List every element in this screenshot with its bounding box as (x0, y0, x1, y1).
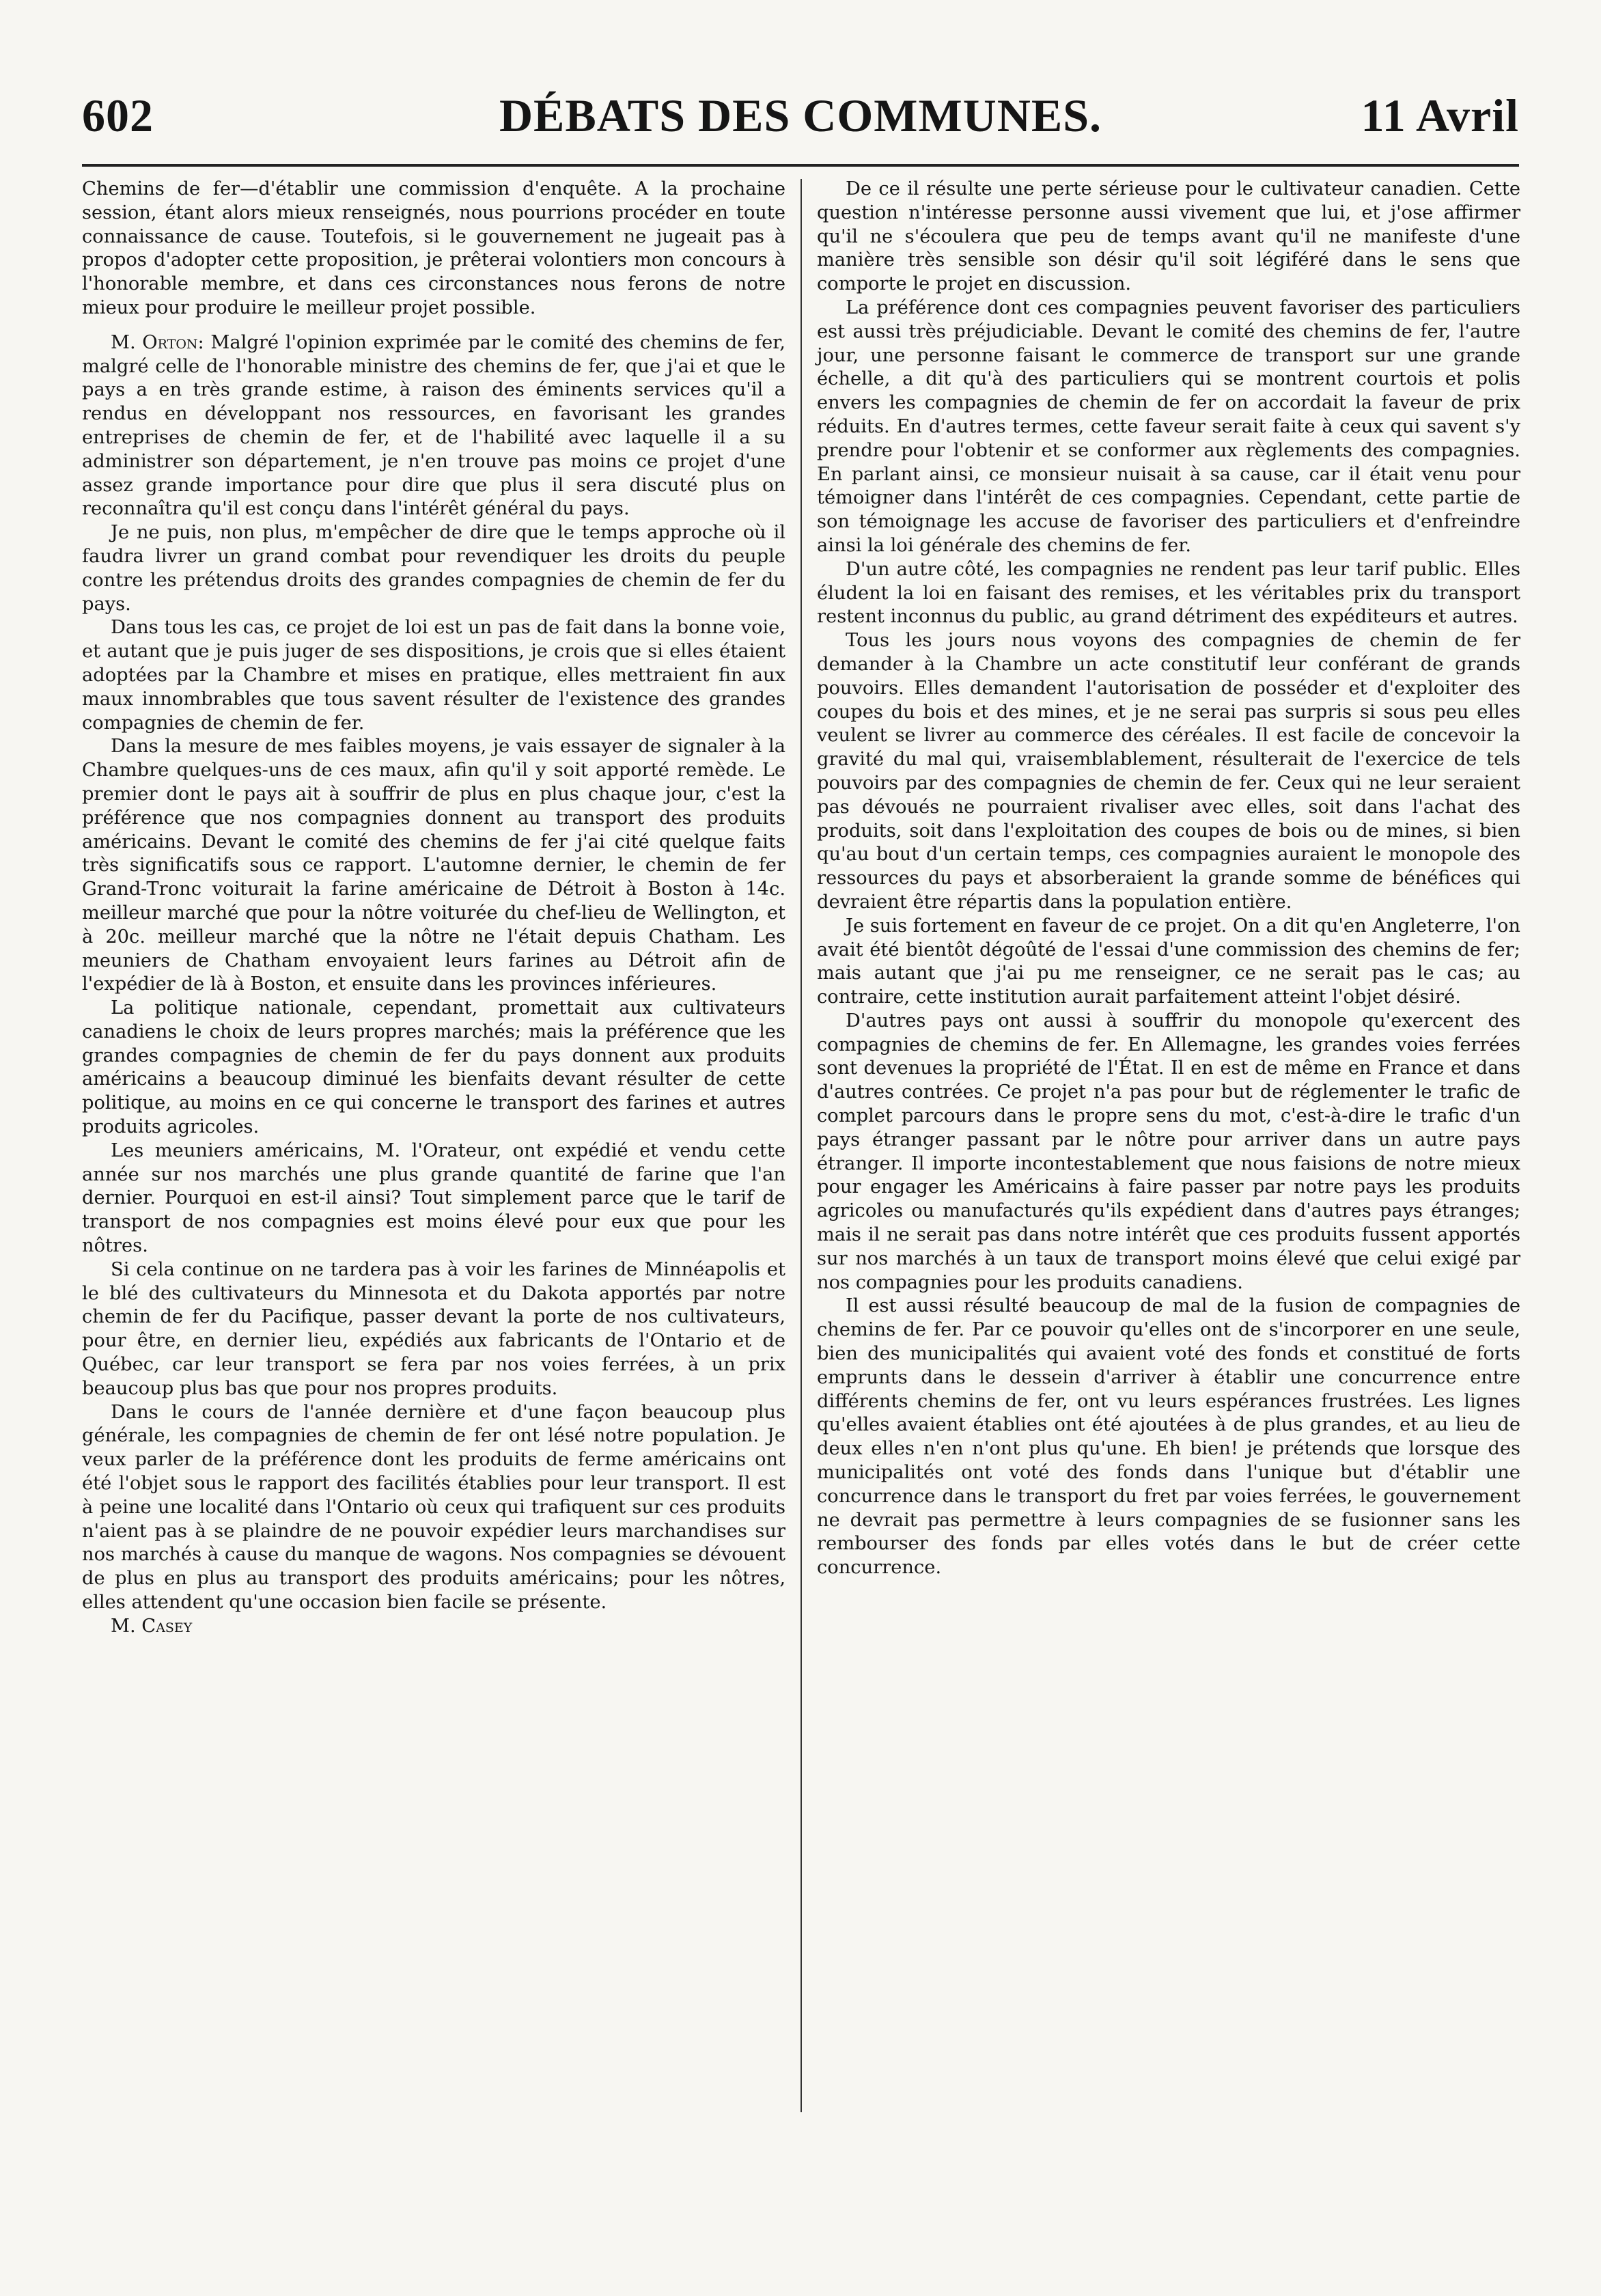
paragraph: Je ne puis, non plus, m'empêcher de dire que le temps approche où il faudra livrer un grand combat pour revendiquer les droits du peuple contre les prétendus droits des grandes compagnies de chemin de fer du pays. (82, 522, 785, 615)
page-number: 602 (82, 89, 154, 141)
column-divider (800, 179, 802, 2112)
running-title: DÉBATS DES COMMUNES. (499, 89, 1102, 141)
paragraph: Si cela continue on ne tardera pas à voir les farines de Minnéapolis et le blé des cultivateurs du Minnesota et du Dakota apportés par notre chemin de fer du Pacifique, passer devant la porte de nos cultivateurs, pour être, en dernier lieu, expédiés aux fabricants de l'Ontario et de Québec, car leur transport se fera par nos voies ferrées, à un prix beaucoup plus bas que pour nos propres produits. (82, 1258, 785, 1399)
paragraph: D'autres pays ont aussi à souffrir du monopole qu'exercent des compagnies de chemins de fer. En Allemagne, les grandes voies ferrées sont devenues la propriété de l'État. Il en est de même en France et dans d'autres contrées. Ce projet n'a pas pour but de réglementer le trafic de complet parcours dans le propre sens du mot, c'est-à-dire le trafic d'un pays étranger passant par le nôtre pour arriver dans un autre pays étranger. Il importe incontestablement que nous faisions de notre mieux pour engager les Américains à faire passer par notre pays les produits agricoles ou manufacturés qu'ils expédient dans d'autres pays étranges; mais il ne serait pas dans notre intérêt que ces produits fussent apportés sur nos marchés à un taux de transport moins élevé que celui exigé par nos compagnies pour les produits canadiens. (817, 1010, 1520, 1293)
speech-text: Malgré l'opinion exprimée par le comité des chemins de fer, malgré celle de l'honorable ministre des chemins de fer, que j'ai et que le pays a en très grande estime, à raison des éminents services qu'il a rendus en développant nos ressources, en favorisant les grandes entreprises de chemin de fer, et de l'habilité avec laquelle il a su administrer son département, je n'en trouve pas moins ce projet d'une assez grande importance pour dire que plus il sera discuté plus on reconnaîtra qu'il est conçu dans l'intérêt général du pays. (82, 331, 785, 520)
header-rule (82, 164, 1519, 167)
speaker-signature: M. Casey (111, 1615, 193, 1637)
paragraph: Il est aussi résulté beaucoup de mal de la fusion de compagnies de chemins de fer. Par ce pouvoir qu'elles ont de s'incorporer en une seule, bien des municipalités qui avaient voté des fonds et constitué de forts emprunts dans le dessein d'arriver à établir une concurrence entre différents chemins de fer, ont vu leurs espérances frustrées. Les lignes qu'elles avaient établies ont été ajoutées à de plus grandes, et au lieu de deux elles n'en n'ont plus qu'une. Eh bien! je prétends que lorsque des municipalités ont voté des fonds dans l'unique but d'établir une concurrence dans le transport du fret par voies ferrées, le gouvernement ne devrait pas permettre à leurs compagnies de se fusionner sans les rembourser des fonds par elles votés dans le but de créer cette concurrence. (817, 1295, 1520, 1579)
paragraph: La politique nationale, cependant, promettait aux cultivateurs canadiens le choix de leurs propres marchés; mais la préférence que les grandes compagnies de chemin de fer du pays donnent aux produits américains a beaucoup diminué les bienfaits devant résulter de cette politique, au moins en ce qui concerne le transport des farines et autres produits agricoles. (82, 997, 785, 1138)
paragraph: Les meuniers américains, M. l'Orateur, ont expédié et vendu cette année sur nos marchés une plus grande quantité de farine que l'an dernier. Pourquoi en est-il ainsi? Tout simplement parce que le tarif de transport de nos compagnies est moins élevé pour eux que pour les nôtres. (82, 1139, 785, 1257)
right-column (817, 178, 1520, 1580)
page-header (82, 89, 1519, 150)
left-column (82, 178, 785, 1639)
paragraph: Je suis fortement en faveur de ce projet. On a dit qu'en Angleterre, l'on avait été bientôt dégoûté de l'essai d'une commission des chemins de fer; mais autant que j'ai pu me renseigner, ce ne serait pas le cas; au contraire, cette institution aurait parfaitement atteint l'objet désiré. (817, 915, 1520, 1008)
speech-paragraph (82, 331, 785, 521)
running-date: 11 Avril (1361, 89, 1519, 141)
paragraph: D'un autre côté, les compagnies ne rendent pas leur tarif public. Elles éludent la loi en faisant des remises, et les véritables prix du transport restent inconnus du public, au grand détriment des expéditeurs et autres. (817, 558, 1520, 628)
paragraph: La préférence dont ces compagnies peuvent favoriser des particuliers est aussi très préjudiciable. Devant le comité des chemins de fer, l'autre jour, une personne faisant le commerce de transport sur une grande échelle, a dit qu'à des particuliers qui se montrent courtois et polis envers les compagnies de chemin de fer on accordait la faveur de prix réduits. En d'autres termes, cette faveur serait faite à ceux qui savent s'y prendre pour l'obtenir et se conformer aux règlements des compagnies. En parlant ainsi, ce monsieur nuisait à sa cause, car il était venu pour témoigner dans l'intérêt de ces compagnies. Cependant, cette partie de son témoignage les accuse de favoriser des particuliers et d'enfreindre ainsi la loi générale des chemins de fer. (817, 296, 1520, 556)
paragraph: Dans la mesure de mes faibles moyens, je vais essayer de signaler à la Chambre quelques-uns de ces maux, afin qu'il y soit apporté remède. Le premier dont le pays ait à souffrir de plus en plus chaque jour, c'est la préférence que nos compagnies donnent au transport des produits américains. Devant le comité des chemins de fer j'ai cité quelque faits très significatifs sous ce rapport. L'automne dernier, le chemin de fer Grand-Tronc voiturait la farine américaine de Détroit à Boston à 14c. meilleur marché que pour la nôtre voiturée du chef-lieu de Wellington, et à 20c. meilleur marché que la nôtre ne l'était depuis Chatham. Les meuniers de Chatham envoyaient leurs farines au Détroit afin de l'expédier de là à Boston, et ensuite dans les provinces inférieures. (82, 736, 785, 995)
paragraph: Dans tous les cas, ce projet de loi est un pas de fait dans la bonne voie, et autant que je puis juger de ses dispositions, je crois que si elles étaient adoptées par la Chambre et mises en pratique, elles mettraient fin aux maux innombrables que tous savent résulter de l'existence des grandes compagnies de chemin de fer. (82, 617, 785, 734)
speaker-name: M. Orton: (111, 331, 204, 353)
paragraph: Tous les jours nous voyons des compagnies de chemin de fer demander à la Chambre un acte constitutif leur conférant de grands pouvoirs. Elles demandent l'autorisation de posséder et d'exploiter des coupes du bois et des mines, et je ne serai pas surpris si sous peu elles veulent se livrer au commerce des céréales. Il est facile de concevoir la gravité du mal qui, vraisemblablement, résulterait de l'exercice de tels pouvoirs par des compagnies de chemin de fer. Ceux qui ne leur seraient pas dévoués ne pourraient rivaliser avec elles, soit dans l'achat des produits, soit dans l'exploitation des coupes de bois ou de mines, si bien qu'au bout d'un certain temps, ces compagnies auraient le monopole des ressources du pays et absorberaient la grande somme de bénéfices qui devraient être répartis dans la population entière. (817, 630, 1520, 913)
paragraph: Dans le cours de l'année dernière et d'une façon beaucoup plus générale, les compagnies de chemin de fer ont lésé notre population. Je veux parler de la préférence dont les produits de ferme américains ont été l'objet sous le rapport des facilités établies pour leur transport. Il est à peine une localité dans l'Ontario où ceux qui trafiquent sur ces produits n'aient pas à se plaindre de ne pouvoir expédier leurs marchandises sur nos marchés à cause du manque de wagons. Nos compagnies se dévouent de plus en plus au transport des produits américains; pour les nôtres, elles attendent qu'une occasion bien facile se présente. (82, 1401, 785, 1614)
paragraph: Chemins de fer—d'établir une commission d'enquête. A la prochaine session, étant alors mieux renseignés, nous pourrions procéder en toute connaissance de cause. Toutefois, si le gouvernement ne jugeait pas à propos d'adopter cette proposition, je prêterai volontiers mon concours à l'honorable membre, et dans ces circonstances nous ferons de notre mieux pour produire le meilleur projet possible. (82, 178, 785, 318)
paragraph: De ce il résulte une perte sérieuse pour le cultivateur canadien. Cette question n'intéresse personne aussi vivement que lui, et j'ose affirmer qu'il ne s'écoulera que peu de temps avant qu'il ne manifeste d'une manière très sensible son désir qu'il soit légiféré dans le sens que comporte le projet en discussion. (817, 178, 1520, 295)
